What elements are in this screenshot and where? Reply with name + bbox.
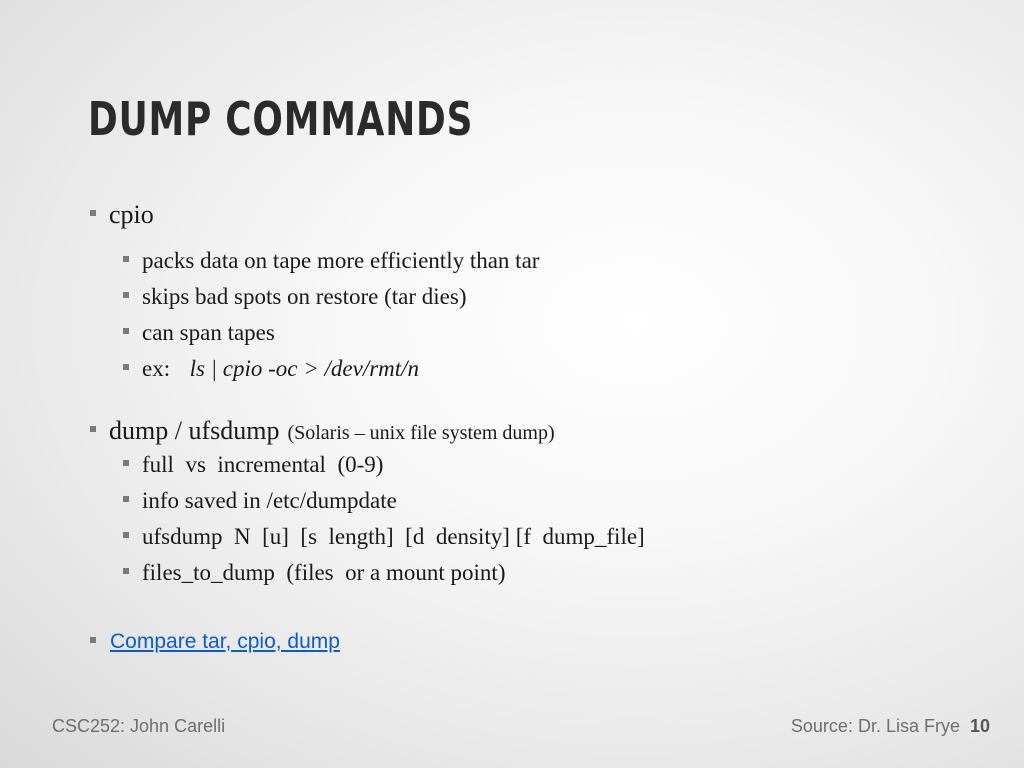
sub-bullet (123, 488, 397, 514)
bullet-link (90, 630, 340, 654)
bullet-label: cpio (109, 200, 154, 229)
bullet-label: dump / ufsdump (109, 416, 280, 445)
sub-bullet-text: files_to_dump (files or a mount point) (142, 560, 506, 585)
bullet-cpio (90, 200, 154, 230)
sub-bullet (123, 320, 275, 346)
sub-bullet (123, 524, 645, 550)
bullet-dump (90, 416, 555, 446)
footer-source: Source: Dr. Lisa Frye (790, 716, 960, 736)
sub-bullet-text: skips bad spots on restore (tar dies) (142, 284, 467, 309)
bullet-square-icon (90, 426, 96, 432)
bullet-square-icon (90, 637, 96, 643)
sub-bullet (123, 248, 539, 274)
example-command: ls | cpio -oc > /dev/rmt/n (189, 356, 420, 381)
sub-bullet-text: can span tapes (142, 320, 275, 345)
bullet-square-icon (123, 292, 129, 298)
footer-right (791, 716, 990, 737)
bullet-square-icon (123, 568, 129, 574)
sub-bullet (123, 356, 419, 382)
footer-left: CSC252: John Carelli (52, 716, 226, 736)
example-prefix: ex: (142, 356, 182, 381)
page-number: 10 (969, 716, 990, 736)
bullet-square-icon (123, 460, 129, 466)
bullet-square-icon (90, 210, 96, 216)
sub-bullet-text: ufsdump N [u] [s length] [d density] [f dump_file] (142, 524, 645, 549)
bullet-note: (Solaris – unix file system dump) (287, 422, 555, 444)
sub-bullet (123, 452, 383, 478)
sub-bullet-text: full vs incremental (0-9) (142, 452, 384, 477)
bullet-square-icon (123, 532, 129, 538)
bullet-square-icon (123, 328, 129, 334)
bullet-square-icon (123, 496, 129, 502)
sub-bullet-text: packs data on tape more efficiently than tar (142, 248, 540, 273)
sub-bullet (123, 284, 467, 310)
compare-link[interactable]: Compare tar, cpio, dump (110, 630, 340, 653)
bullet-square-icon (123, 364, 129, 370)
bullet-square-icon (123, 256, 129, 262)
sub-bullet (123, 560, 505, 586)
sub-bullet-text: info saved in /etc/dumpdate (142, 488, 397, 513)
slide-title: DUMP COMMANDS (88, 92, 474, 146)
